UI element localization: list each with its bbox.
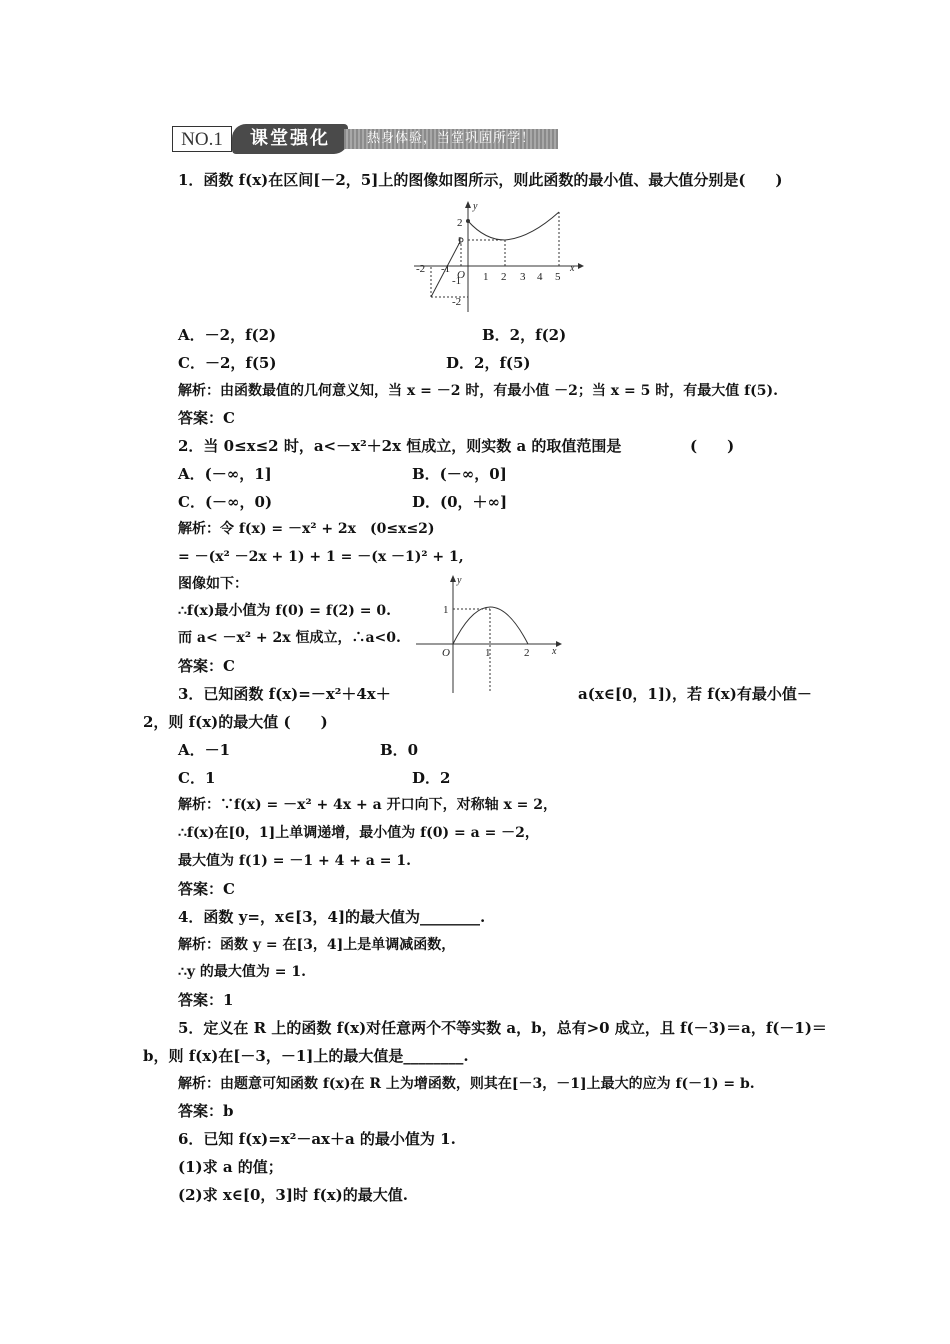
q3-option-c: C．1 [178,769,216,787]
question-6-part-1: (1)求 a 的值； [178,1158,283,1176]
question-5-line-2: b，则 f(x)在[－3，－1]上的最大值是________. [143,1047,469,1065]
q2-solution-line-2: = －(x² －2x + 1) + 1 = －(x －1)² + 1, [178,549,464,565]
q1-solution: 解析：由函数最值的几何意义知，当 x = －2 时，有最小值 －2；当 x = 5 时，有最大值 f(5). [178,383,779,399]
x-tick: 1 [485,647,491,659]
q5-answer: 答案：b [178,1102,234,1120]
x-axis-label: x [570,263,575,274]
q4-answer: 答案：1 [178,991,234,1009]
question-3-part-2: a(x∈[0，1])，若 f(x)有最小值－ [578,685,812,703]
q2-solution-line-4: ∴f(x)最小值为 f(0) = f(2) = 0. [178,603,391,619]
q3-option-d: D．2 [412,769,451,787]
graph-2-parabola [412,572,564,696]
x-tick: 5 [555,271,561,283]
q1-option-b: B．2，f(2) [482,326,567,344]
q2-solution-line-5: 而 a< －x² + 2x 恒成立，∴a<0. [178,630,401,646]
q1-option-c: C．－2，f(5) [178,354,277,372]
q2-option-c: C．(－∞，0) [178,493,273,511]
question-3-part-1: 3．已知函数 f(x)=－x²＋4x＋ [178,685,391,703]
q3-answer: 答案：C [178,880,235,898]
q2-option-b: B．(－∞，0] [412,465,507,483]
x-tick: 2 [524,647,530,659]
x-tick: -2 [416,263,426,275]
q4-solution-line-2: ∴y 的最大值为 = 1. [178,964,307,980]
q2-option-d: D．(0，＋∞] [412,493,508,511]
q3-option-b: B．0 [380,741,419,759]
q2-answer-paren: ( ) [690,437,735,455]
question-5-line-1: 5．定义在 R 上的函数 f(x)对任意两个不等实数 a，b，总有>0 成立，且 f(－3)＝a，f(－1)＝ [178,1019,827,1037]
question-1: 1．函数 f(x)在区间[－2，5]上的图像如图所示，则此函数的最小值、最大值分别是( ) [178,171,783,189]
q2-option-a: A．(－∞，1] [178,465,272,483]
x-tick: 1 [483,271,489,283]
x-tick: 4 [537,271,543,283]
origin-label: O [457,269,465,281]
q3-option-a: A．－1 [178,741,231,759]
question-3-part-3: 2，则 f(x)的最大值 ( ) [143,713,328,731]
banner-title: 课堂强化 [232,124,348,154]
q2-solution-line-1: 解析：令 f(x) = －x² + 2x (0≤x≤2) [178,521,435,537]
q2-answer: 答案：C [178,657,235,675]
x-axis-label: x [552,646,557,657]
y-tick: 1 [443,604,449,616]
q1-answer: 答案：C [178,409,235,427]
y-tick: -2 [452,296,462,308]
y-tick: 1 [457,235,463,247]
q5-solution: 解析：由题意可知函数 f(x)在 R 上为增函数，则其在[－3，－1]上最大的应为 f(－1) = b. [178,1076,755,1092]
question-6-part-2: (2)求 x∈[0，3]时 f(x)的最大值. [178,1186,409,1204]
x-tick: 3 [520,271,526,283]
q3-solution-line-2: ∴f(x)在[0，1]上单调递增，最小值为 f(0) = a = －2， [178,825,539,841]
x-tick: -1 [441,263,451,275]
x-tick: 2 [501,271,507,283]
y-tick: 2 [457,217,463,229]
q4-solution-line-1: 解析：函数 y = 在[3，4]上是单调减函数， [178,937,456,953]
question-4: 4．函数 y=，x∈[3，4]的最大值为________. [178,908,486,926]
y-axis-label: y [473,201,478,212]
banner-number: NO.1 [172,126,232,152]
section-banner [172,126,558,152]
question-2: 2．当 0≤x≤2 时，a<－x²＋2x 恒成立，则实数 a 的取值范围是 [178,437,622,455]
q3-solution-line-1: 解析：∵f(x) = －x² + 4x + a 开口向下，对称轴 x = 2， [178,797,558,813]
origin-label: O [442,647,450,659]
y-tick: -1 [452,275,462,287]
closed-point [466,219,470,223]
graph-1-piecewise-function [410,200,585,315]
q2-solution-line-3: 图像如下： [178,576,248,592]
q3-solution-line-3: 最大值为 f(1) = －1 + 4 + a = 1. [178,853,411,869]
q1-option-d: D．2，f(5) [446,354,531,372]
question-6: 6．已知 f(x)=x²－ax＋a 的最小值为 1. [178,1130,456,1148]
q1-option-a: A．－2，f(2) [178,326,277,344]
y-axis-label: y [457,575,462,586]
banner-tagline: 热身体验，当堂巩固所学！ [344,129,558,149]
